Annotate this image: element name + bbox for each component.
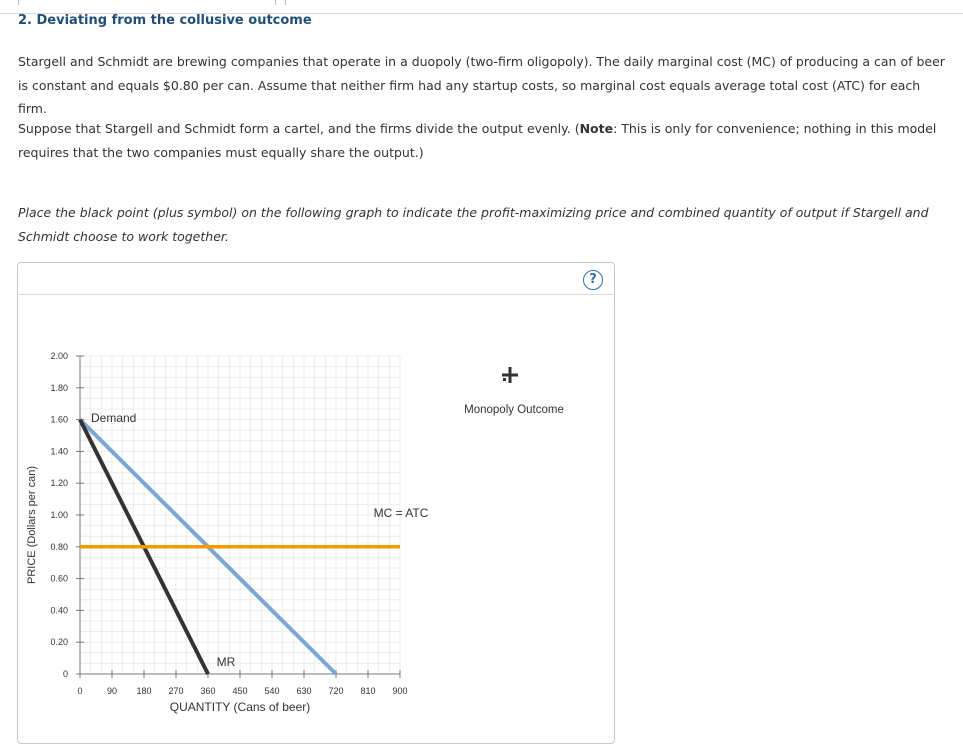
- note-label: Note: [579, 121, 614, 136]
- y-tick-label: 0.20: [50, 637, 68, 648]
- chart: [18, 295, 614, 743]
- x-tick-label: 0: [77, 686, 83, 696]
- axes: [76, 356, 400, 678]
- top-border: [0, 0, 963, 14]
- y-tick-label: 2.00: [50, 351, 68, 361]
- demand-curve-label: Demand: [91, 411, 137, 425]
- y-tick-label: 0.80: [50, 541, 68, 552]
- x-tick-label: 450: [232, 686, 248, 696]
- x-tick-label: 900: [392, 686, 408, 696]
- x-tick-label: 90: [106, 686, 118, 696]
- y-tick-label: 1.40: [50, 446, 68, 457]
- monopoly-outcome-tool[interactable]: [464, 365, 564, 416]
- tool-label: Monopoly Outcome: [464, 404, 564, 416]
- y-tick-label: 1.60: [50, 414, 68, 425]
- cartel-paragraph: [18, 117, 948, 164]
- y-tick-label: 0.40: [50, 605, 68, 616]
- y-tick-label: 0.60: [50, 573, 68, 584]
- x-tick-label: 360: [200, 686, 216, 696]
- mr-curve-label: MR: [216, 655, 236, 670]
- x-tick-label: 810: [360, 686, 376, 696]
- plus-dot[interactable]: [503, 378, 506, 381]
- y-tick-label: 0: [62, 669, 68, 679]
- x-tick-label: 630: [296, 686, 312, 696]
- instruction-paragraph: Place the black point (plus symbol) on the following graph to indicate the profit-maximizing price and combined quantity of output if Stargell and Schmidt choose to work together.: [18, 205, 929, 244]
- section-title: 2. Deviating from the collusive outcome: [18, 13, 312, 28]
- top-tick: [18, 0, 19, 5]
- plus-horizontal[interactable]: [502, 374, 518, 377]
- mc-atc-curve-label: MC = ATC: [373, 506, 429, 520]
- y-axis-title: PRICE (Dollars per can): [26, 466, 38, 584]
- panel-header: [18, 263, 614, 295]
- help-icon[interactable]: ?: [583, 270, 603, 290]
- intro-paragraph: Stargell and Schmidt are brewing companies that operate in a duopoly (two-firm oligopoly). The daily marginal cost (MC) of producing a can of beer is constant and equals $0.80 per can. Assume that neither firm had any startup costs, so marginal cost equals average total cost (ATC) for each firm.: [18, 54, 945, 116]
- x-tick-label: 540: [264, 686, 280, 696]
- y-tick-label: 1.20: [50, 478, 68, 489]
- graph-panel: [17, 262, 615, 744]
- x-tick-label: 180: [136, 686, 152, 696]
- x-tick-label: 720: [328, 686, 344, 696]
- top-tick: [285, 0, 286, 5]
- x-tick-label: 270: [168, 686, 184, 696]
- cartel-text-before: Suppose that Stargell and Schmidt form a cartel, and the firms divide the output evenly. (: [18, 121, 580, 136]
- cartel-text-after: : This is only for convenience; nothing in this model requires that the two companies must equally share the output.): [18, 121, 937, 160]
- x-axis-title: QUANTITY (Cans of beer): [169, 700, 311, 714]
- y-tick-label: 1.00: [50, 510, 68, 520]
- y-tick-label: 1.80: [50, 382, 68, 393]
- top-tick: [275, 0, 276, 5]
